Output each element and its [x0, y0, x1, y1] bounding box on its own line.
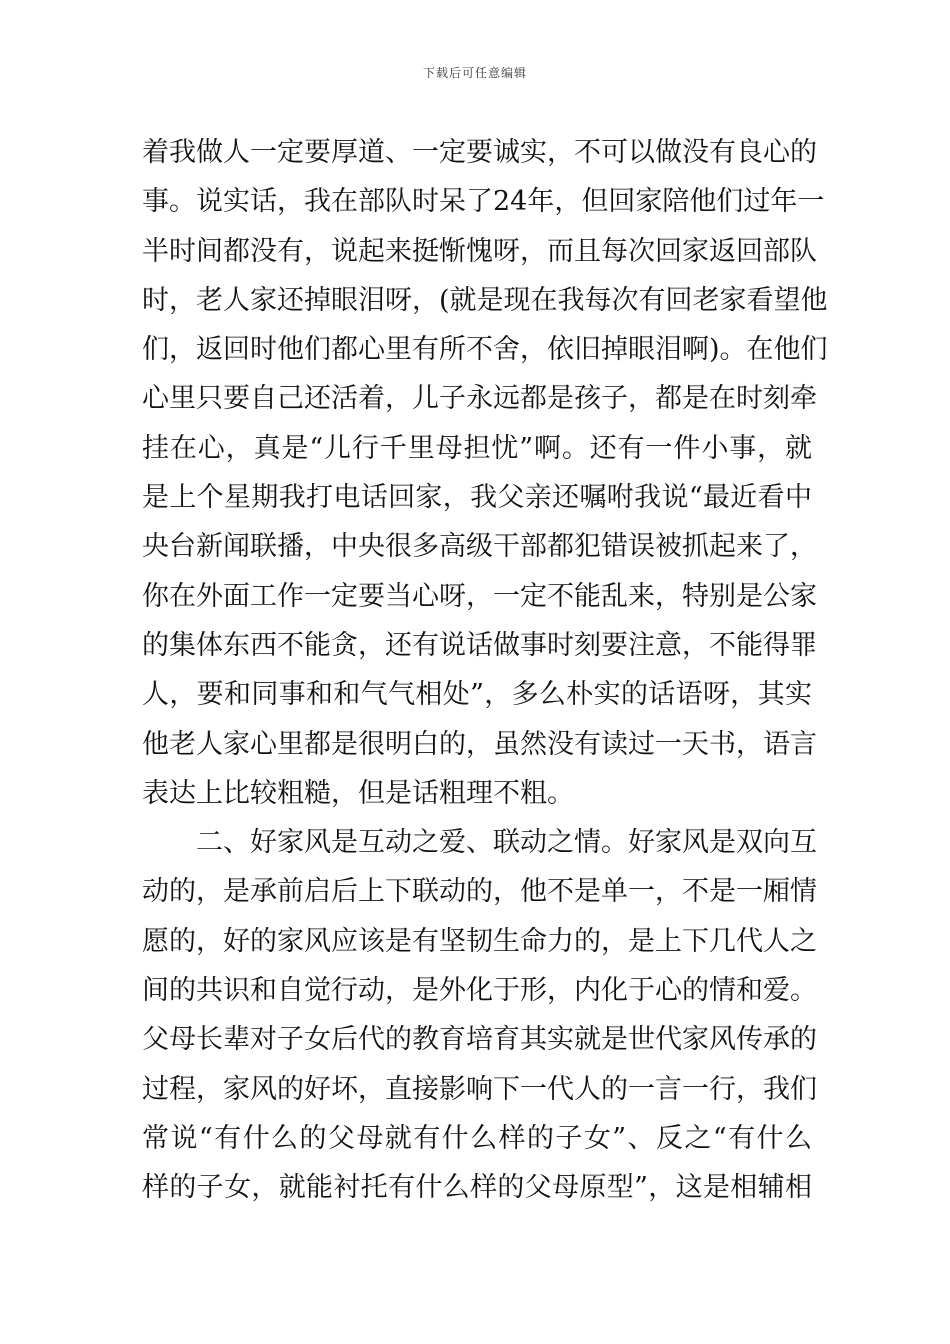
text-line: 常说“有什么的父母就有什么样的子女”、反之“有什么 [142, 1122, 812, 1154]
text-line: 心里只要自己还活着，儿子永远都是孩子，都是在时刻牵 [142, 383, 817, 415]
text-line: 半时间都没有，说起来挺惭愧呀，而且每次回家返回部队 [142, 235, 817, 267]
text-line: 挂在心，真是“儿行千里母担忧”啊。还有一件小事，就 [142, 432, 812, 464]
paragraph-first-line: 二、好家风是互动之爱、联动之情。好家风是双向互 [196, 827, 817, 859]
text-line: 父母长辈对子女后代的教育培育其实就是世代家风传承的 [142, 1024, 817, 1056]
text-line: 动的，是承前启后上下联动的，他不是单一，不是一厢情 [142, 876, 817, 908]
text-line: 时，老人家还掉眼泪呀，(就是现在我每次有回老家看望他 [142, 284, 828, 316]
text-line: 他老人家心里都是很明白的，虽然没有读过一天书，语言 [142, 728, 817, 760]
text-line: 样的子女，就能衬托有什么样的父母原型”，这是相辅相 [142, 1172, 812, 1204]
text-line: 间的共识和自觉行动，是外化于形，内化于心的情和爱。 [142, 975, 817, 1007]
text-line: 们，返回时他们都心里有所不舍，依旧掉眼泪啊)。在他们 [142, 334, 828, 366]
text-line: 表达上比较粗糙，但是话粗理不粗。 [142, 777, 574, 809]
text-line: 是上个星期我打电话回家，我父亲还嘱咐我说“最近看中 [142, 482, 812, 514]
text-line: 人，要和同事和和气气相处”，多么朴实的话语呀，其实 [142, 679, 812, 711]
page-header: 下载后可任意编辑 [422, 66, 527, 80]
text-line: 愿的，好的家风应该是有坚韧生命力的，是上下几代人之 [142, 925, 817, 957]
text-line: 央台新闻联播，中央很多高级干部都犯错误被抓起来了， [142, 531, 817, 563]
text-line: 你在外面工作一定要当心呀，一定不能乱来，特别是公家 [142, 580, 817, 612]
text-line: 事。说实话，我在部队时呆了24年，但回家陪他们过年一 [142, 186, 825, 218]
text-line: 的集体东西不能贪，还有说话做事时刻要注意，不能得罪 [142, 629, 817, 661]
body-text [142, 128, 828, 1213]
text-line: 着我做人一定要厚道、一定要诚实，不可以做没有良心的 [142, 137, 817, 168]
text-line: 过程，家风的好坏，直接影响下一代人的一言一行，我们 [142, 1073, 817, 1105]
